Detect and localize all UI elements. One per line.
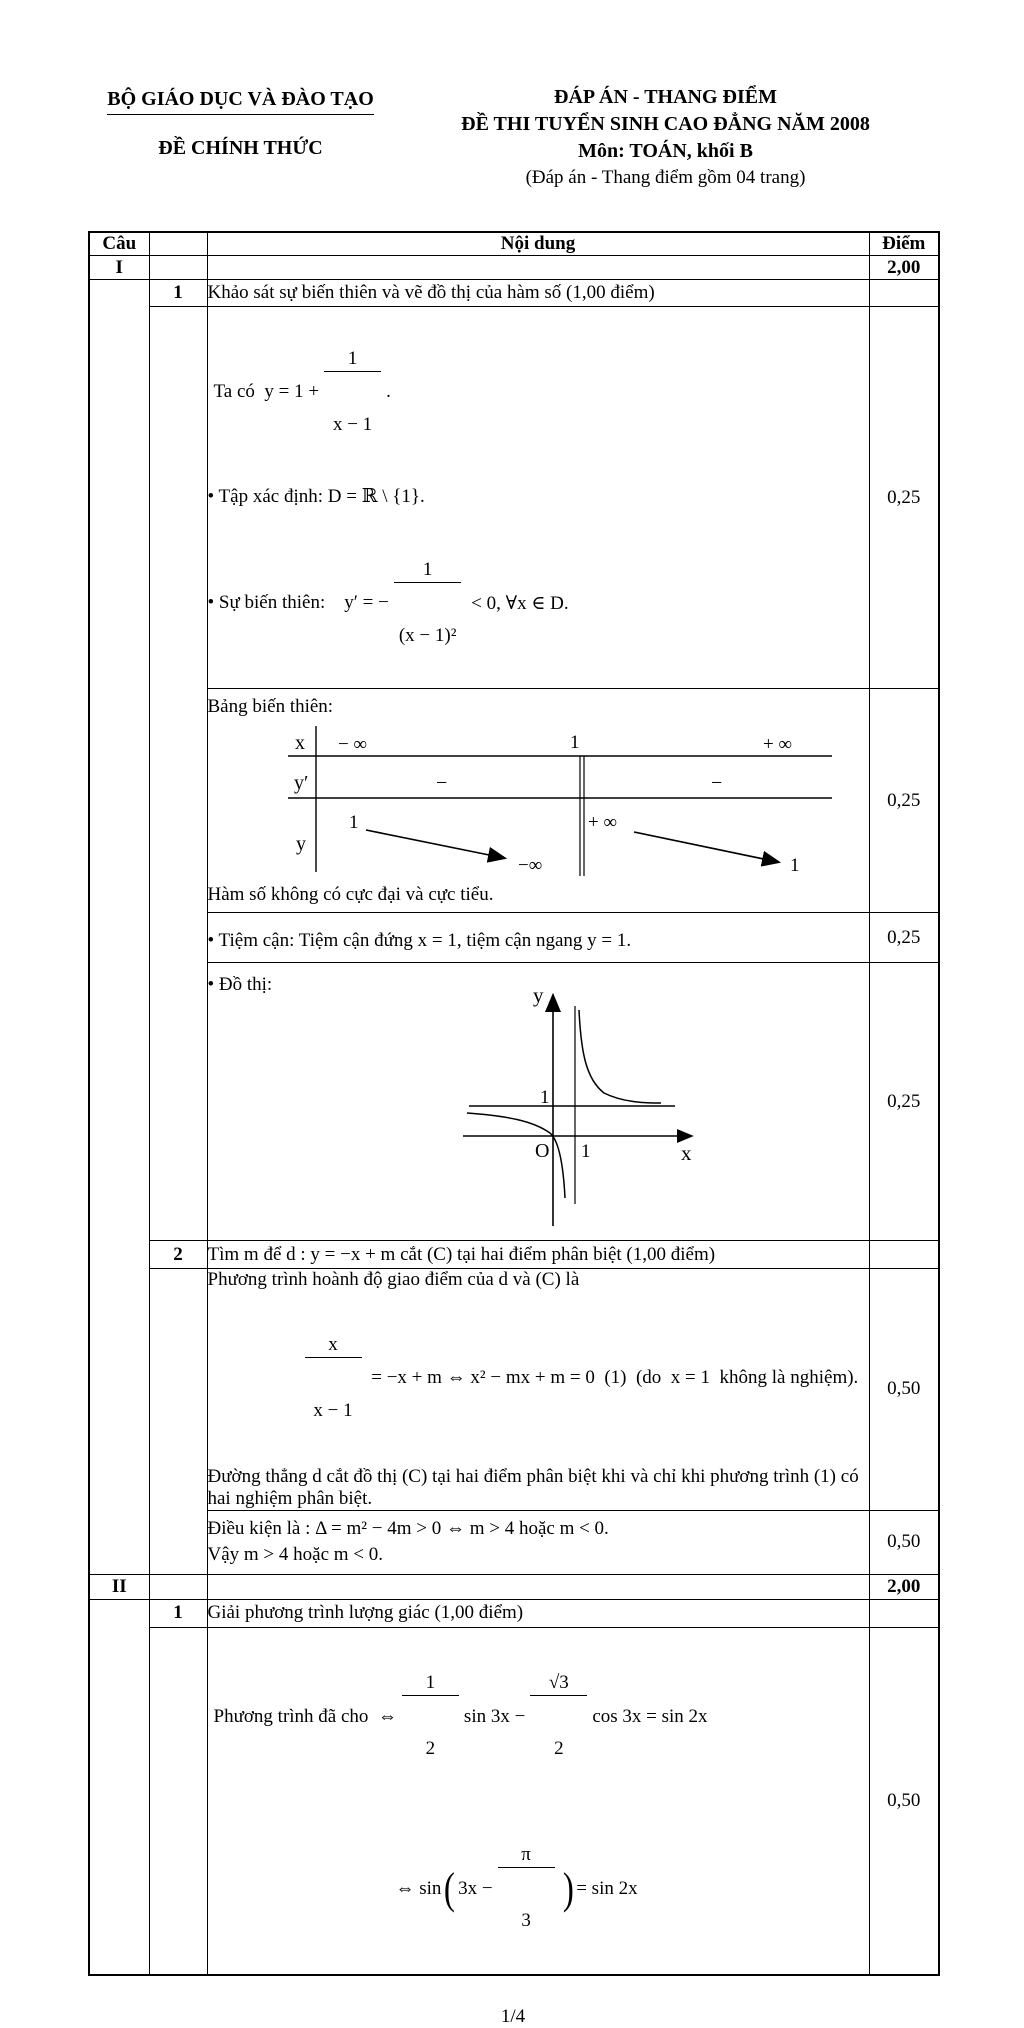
score-cell: 0,25 xyxy=(869,913,939,963)
bbt-minus-sign-left: − xyxy=(435,771,447,794)
bbt-y-limit-left-end: −∞ xyxy=(517,854,542,876)
delta-condition-line: Điều kiện là : Δ = m² − 4m > 0 ⇔ m > 4 hoặc m < 0. xyxy=(207,1518,609,1540)
bbt-y-limit-right-start: + ∞ xyxy=(587,811,617,833)
section-condition-row xyxy=(89,1510,939,1574)
bbt-row-y-label: y xyxy=(295,832,306,855)
function-graph-figure xyxy=(453,982,718,1230)
x-tick-one-label: 1 xyxy=(580,1140,590,1162)
part-I1-number: 1 xyxy=(149,280,207,307)
col-header-question: Câu xyxy=(89,232,149,256)
question-I-total-score: 2,00 xyxy=(869,256,939,280)
section-asymptote-content xyxy=(207,913,869,963)
bbt-decreasing-arrow-left xyxy=(366,830,504,858)
question-II-total-score: 2,00 xyxy=(869,1574,939,1599)
part-II1-title: Giải phương trình lượng giác (1,00 điểm) xyxy=(207,1599,869,1627)
empty-cell xyxy=(149,1574,207,1599)
trig-3x-minus-text: 3x − xyxy=(458,1877,493,1899)
fraction-1-over-x-minus-1 xyxy=(324,307,381,477)
intersection-equation-line xyxy=(300,1293,869,1463)
header-left-block xyxy=(88,84,393,191)
fraction-denominator: (x − 1)² xyxy=(398,624,457,646)
fraction-1-over-x-minus-1-squared xyxy=(394,518,462,688)
score-cell: 0,25 xyxy=(869,307,939,689)
question-II-label: II xyxy=(89,1574,149,1599)
col-header-points: Điểm xyxy=(869,232,939,256)
question-II-row xyxy=(89,1574,939,1599)
section-intersection-row xyxy=(89,1269,939,1510)
part-I1-span-cell xyxy=(149,307,207,1241)
table-header-row xyxy=(89,232,939,256)
part-I2-span-cell xyxy=(149,1269,207,1574)
section-trig-content xyxy=(207,1627,869,1975)
exam-title: ĐỀ THI TUYỂN SINH CAO ĐẲNG NĂM 2008 xyxy=(461,113,870,135)
section-bbt-content xyxy=(207,689,869,913)
fraction-sqrt3-over-2 xyxy=(530,1632,587,1802)
answer-table xyxy=(88,231,940,1976)
header-right-block xyxy=(393,84,938,191)
bbt-y-limit-left-start: 1 xyxy=(348,811,358,833)
asymptote-text: • Tiệm cận: Tiệm cận đứng x = 1, tiệm cận ngang y = 1. xyxy=(207,929,632,951)
score-cell: 0,50 xyxy=(869,1627,939,1975)
trig-equation-line-2 xyxy=(396,1804,869,1974)
fraction-numerator: π xyxy=(498,1845,555,1868)
document-header xyxy=(88,84,938,191)
part-II1-number: 1 xyxy=(149,1599,207,1627)
domain-text: • Tập xác định: D = ℝ \ {1}. xyxy=(207,486,425,508)
bbt-y-limit-right-end: 1 xyxy=(789,854,799,876)
fraction-pi-over-3 xyxy=(498,1804,555,1974)
domain-line xyxy=(208,485,869,508)
official-exam-label: ĐỀ CHÍNH THỨC xyxy=(158,137,323,159)
fraction-denominator: 3 xyxy=(521,1910,531,1932)
answer-key-title: ĐÁP ÁN - THANG ĐIỂM xyxy=(554,86,777,108)
part-I1-title-row xyxy=(89,280,939,307)
empty-cell xyxy=(149,256,207,280)
no-extrema-note: Hàm số không có cực đại và cực tiểu. xyxy=(207,883,494,905)
fraction-x-over-x-minus-1 xyxy=(305,1293,362,1463)
score-cell: 0,25 xyxy=(869,963,939,1241)
hyperbola-upper-branch xyxy=(579,1010,661,1103)
bbt-row-x-label: x xyxy=(294,731,305,754)
close-paren: ) xyxy=(562,1864,574,1914)
fraction-numerator: 1 xyxy=(394,560,462,583)
empty-score-cell xyxy=(869,1599,939,1627)
bbt-neg-infinity: − ∞ xyxy=(337,733,367,755)
score-cell: 0,50 xyxy=(869,1269,939,1510)
trig-intro-text: Phương trình đã cho ⇔ xyxy=(213,1705,397,1727)
graph-label: • Đồ thị: xyxy=(207,973,273,995)
sentence-period: . xyxy=(386,381,391,403)
section-graph-content xyxy=(207,963,869,1241)
score-cell: 0,50 xyxy=(869,1510,939,1574)
question-I-span-cell xyxy=(89,280,149,1574)
section-survey-content xyxy=(207,307,869,689)
trig-equation-line-1 xyxy=(214,1632,869,1802)
fraction-numerator: 1 xyxy=(402,1673,459,1696)
part-I2-title-row xyxy=(89,1241,939,1269)
section-graph-row xyxy=(89,963,939,1241)
empty-score-cell xyxy=(869,1241,939,1269)
y-tick-one-label: 1 xyxy=(539,1086,549,1108)
fraction-numerator: √3 xyxy=(530,1673,587,1696)
col-header-content: Nội dung xyxy=(207,232,869,256)
part-II1-span-cell xyxy=(149,1627,207,1975)
part-I2-title: Tìm m để d : y = −x + m cắt (C) tại hai điểm phân biệt (1,00 điểm) xyxy=(207,1241,869,1269)
section-trig-row xyxy=(89,1627,939,1975)
page-number: 1/4 xyxy=(500,2005,526,2027)
section-intersection-content xyxy=(207,1269,869,1510)
score-cell: 0,25 xyxy=(869,689,939,913)
origin-label: O xyxy=(534,1139,549,1162)
section-asymptote-row xyxy=(89,913,939,963)
section-bbt-row xyxy=(89,689,939,913)
question-I-row xyxy=(89,256,939,280)
equation-rest-text: = −x + m ⇔ x² − mx + m = 0 (1) (do x = 1 không là nghiệm). xyxy=(366,1367,859,1389)
fraction-numerator: 1 xyxy=(324,349,381,372)
empty-cell xyxy=(207,256,869,280)
bbt-x-equals-one: 1 xyxy=(569,731,579,753)
subject-line: Môn: TOÁN, khối B xyxy=(578,140,753,162)
question-II-span-cell xyxy=(89,1599,149,1975)
fraction-denominator: 2 xyxy=(554,1737,564,1759)
empty-cell xyxy=(207,1574,869,1599)
distinct-points-condition-text: Đường thẳng d cắt đồ thị (C) tại hai điểm phân biệt khi và chỉ khi phương trình (1) có hai nghiệm phân biệt. xyxy=(207,1465,859,1509)
empty-score-cell xyxy=(869,280,939,307)
bbt-decreasing-arrow-right xyxy=(634,832,778,862)
section-survey-row xyxy=(89,307,939,689)
fraction-one-half xyxy=(402,1632,459,1802)
fraction-denominator: x − 1 xyxy=(332,413,373,435)
trig-cos3x-text: cos 3x = sin 2x xyxy=(592,1705,708,1727)
col-header-sub xyxy=(149,232,207,256)
conclusion-line: Vậy m > 4 hoặc m < 0. xyxy=(207,1544,384,1566)
hyperbola-lower-branch xyxy=(467,1113,565,1198)
part-I1-title: Khảo sát sự biến thiên và vẽ đồ thị của hàm số (1,00 điểm) xyxy=(207,280,869,307)
derivative-line xyxy=(208,518,869,688)
section-condition-content xyxy=(207,1510,869,1574)
question-I-label: I xyxy=(89,256,149,280)
function-intro-text: Ta có y = 1 + xyxy=(213,381,320,403)
variation-table-figure xyxy=(286,718,836,878)
bbt-minus-sign-right: − xyxy=(710,771,722,794)
part-II1-title-row xyxy=(89,1599,939,1627)
bbt-label: Bảng biến thiên: xyxy=(207,695,334,717)
bbt-pos-infinity: + ∞ xyxy=(762,733,792,755)
trig-sin-text: ⇔ sin xyxy=(395,1877,442,1899)
x-axis-label: x xyxy=(680,1140,691,1165)
fraction-numerator: x xyxy=(305,1335,362,1358)
trig-equals-sin2x-text: = sin 2x xyxy=(576,1877,638,1899)
y-axis-label: y xyxy=(532,982,543,1007)
ministry-name: BỘ GIÁO DỤC VÀ ĐÀO TẠO xyxy=(107,88,374,115)
derivative-post-text: < 0, ∀x ∈ D. xyxy=(466,592,569,614)
fraction-denominator: x − 1 xyxy=(313,1399,353,1421)
part-I2-number: 2 xyxy=(149,1241,207,1269)
intersection-intro-line: Phương trình hoành độ giao điểm của d và (C) là xyxy=(207,1269,580,1291)
bbt-row-yprime-label: y′ xyxy=(293,771,308,794)
fraction-denominator: 2 xyxy=(425,1737,436,1759)
function-definition-line xyxy=(214,307,869,477)
pages-note: (Đáp án - Thang điểm gồm 04 trang) xyxy=(525,167,806,188)
trig-sin3x-text: sin 3x − xyxy=(463,1705,526,1727)
open-paren: ( xyxy=(444,1864,456,1914)
derivative-pre-text: • Sự biến thiên: y′ = − xyxy=(207,592,389,614)
